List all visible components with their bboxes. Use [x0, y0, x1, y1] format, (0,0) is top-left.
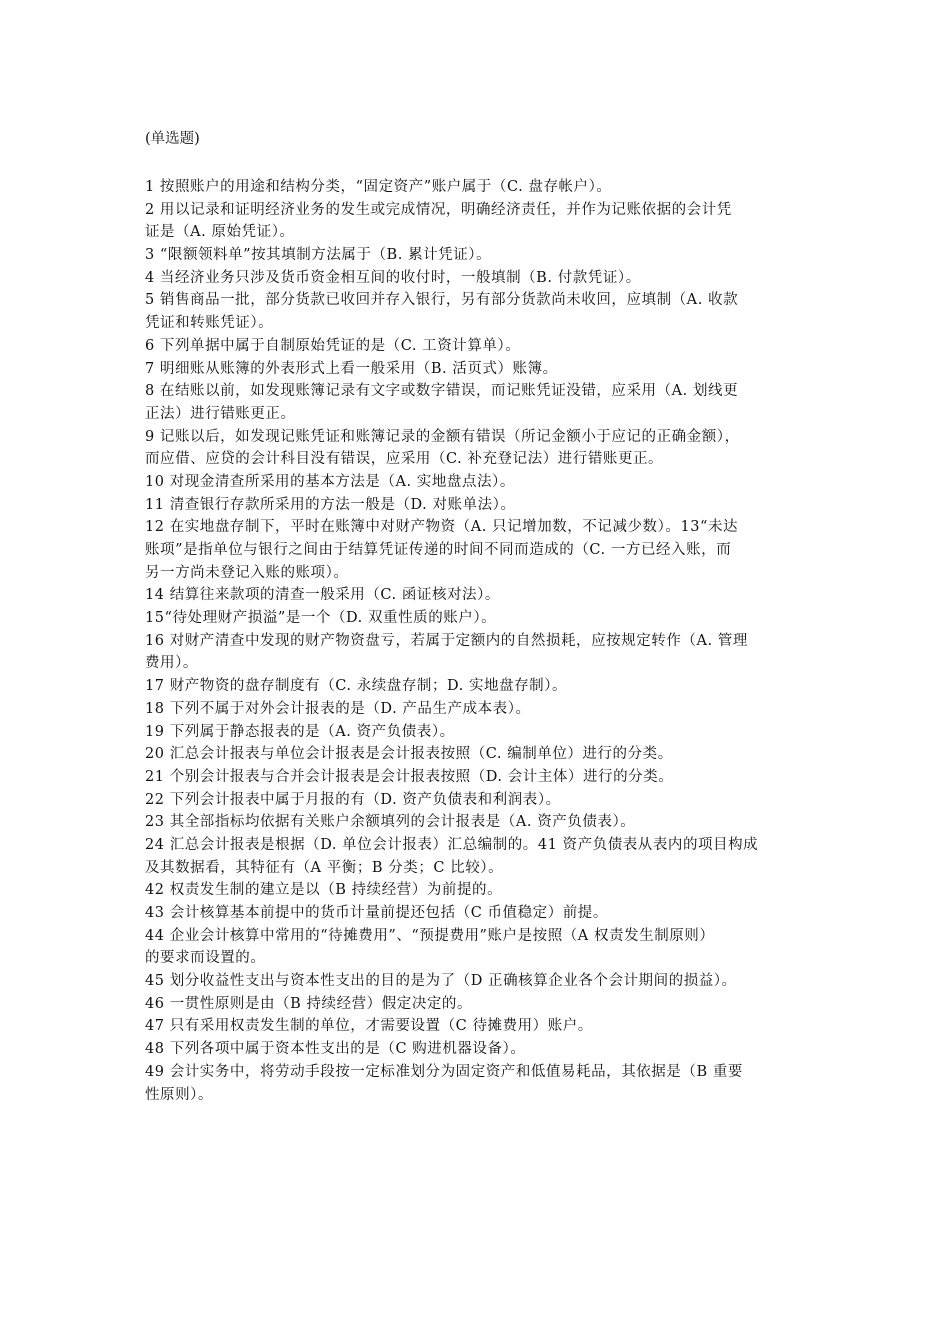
- question-line: 8 在结账以前，如发现账簿记录有文字或数字错误，而记账凭证没错，应采用（A. 划线更: [145, 383, 739, 400]
- question-line: 11 清查银行存款所采用的方法一般是（D. 对账单法）。: [145, 496, 516, 513]
- question-line: 14 结算往来款项的清查一般采用（C. 函证核对法）。: [145, 587, 500, 604]
- question-line: 而应借、应贷的会计科目没有错误，应采用（C. 补充登记法）进行错账更正。: [145, 451, 664, 468]
- question-list: [145, 176, 805, 1106]
- question-line: 46 一贯性原则是由（B 持续经营）假定决定的。: [145, 995, 473, 1012]
- question-line: 47 只有采用权责发生制的单位，才需要设置（C 待摊费用）账户。: [145, 1018, 593, 1035]
- question-line: 48 下列各项中属于资本性支出的是（C 购进机器设备）。: [145, 1041, 526, 1058]
- question-line: 9 记账以后，如发现记账凭证和账簿记录的金额有错误（所记金额小于应记的正确金额），: [145, 428, 740, 445]
- question-line: 正法）进行错账更正。: [145, 405, 296, 422]
- question-line: 15“待处理财产损溢”是一个（D. 双重性质的账户）。: [145, 610, 497, 627]
- question-line: 性原则）。: [145, 1086, 213, 1103]
- question-line: 44 企业会计核算中常用的“待摊费用”、“预提费用”账户是按照（A 权责发生制原则）: [145, 927, 715, 944]
- question-line: 7 明细账从账簿的外表形式上看一般采用（B. 活页式）账簿。: [145, 360, 558, 377]
- question-line: 10 对现金清查所采用的基本方法是（A. 实地盘点法）。: [145, 473, 515, 490]
- question-line: 6 下列单据中属于自制原始凭证的是（C. 工资计算单）。: [145, 337, 521, 354]
- question-line: 5 销售商品一批，部分货款已收回并存入银行，另有部分货款尚未收回，应填制（A. 收款: [145, 292, 739, 309]
- question-line: 4 当经济业务只涉及货币资金相互间的收付时，一般填制（B. 付款凭证）。: [145, 269, 641, 286]
- question-line: 17 财产物资的盘存制度有（C. 永续盘存制；D. 实地盘存制）。: [145, 678, 568, 695]
- question-line: 的要求而设置的。: [145, 950, 266, 967]
- question-line: 12 在实地盘存制下，平时在账簿中对财产物资（A. 只记增加数，不记减少数）。13“未达: [145, 519, 739, 536]
- question-line: 另一方尚未登记入账的账项）。: [145, 564, 349, 581]
- question-line: 22 下列会计报表中属于月报的有（D. 资产负债表和利润表）。: [145, 791, 561, 808]
- question-line: 18 下列不属于对外会计报表的是（D. 产品生产成本表）。: [145, 700, 531, 717]
- question-line: 2 用以记录和证明经济业务的发生或完成情况，明确经济责任，并作为记账依据的会计凭: [145, 201, 732, 218]
- question-line: 凭证和转账凭证）。: [145, 315, 274, 332]
- question-line: 23 其全部指标均依据有关账户余额填列的会计报表是（A. 资产负债表）。: [145, 814, 636, 831]
- question-line: 20 汇总会计报表与单位会计报表是会计报表按照（C. 编制单位）进行的分类。: [145, 746, 673, 763]
- question-line: 及其数据看，其特征有（A 平衡；B 分类；C 比较）。: [145, 859, 504, 876]
- question-line: 证是（A. 原始凭证）。: [145, 224, 295, 241]
- question-line: 账项”是指单位与银行之间由于结算凭证传递的时间不同而造成的（C. 一方已经入账，而: [145, 542, 732, 558]
- question-line: 42 权责发生制的建立是以（B 持续经营）为前提的。: [145, 882, 503, 899]
- question-line: 21 个别会计报表与合并会计报表是会计报表按照（D. 会计主体）进行的分类。: [145, 768, 674, 785]
- question-line: 16 对财产清查中发现的财产物资盘亏，若属于定额内的自然损耗，应按规定转作（A. 管理: [145, 632, 748, 649]
- question-line: 49 会计实务中，将劳动手段按一定标准划分为固定资产和低值易耗品，其依据是（B 重要: [145, 1063, 743, 1080]
- question-line: 费用）。: [145, 655, 198, 672]
- question-line: 3 “限额领料单”按其填制方法属于（B. 累计凭证）。: [145, 247, 492, 264]
- question-line: 45 划分收益性支出与资本性支出的目的是为了（D 正确核算企业各个会计期间的损益）。: [145, 973, 737, 990]
- question-line: 24 汇总会计报表是根据（D. 单位会计报表）汇总编制的。41 资产负债表从表内的项目构成: [145, 836, 759, 853]
- question-line: 1 按照账户的用途和结构分类，“固定资产”账户属于（C. 盘存帐户）。: [145, 179, 612, 195]
- question-line: 19 下列属于静态报表的是（A. 资产负债表）。: [145, 723, 455, 740]
- question-line: 43 会计核算基本前提中的货币计量前提还包括（C 币值稳定）前提。: [145, 905, 608, 921]
- section-heading: (单选题): [145, 131, 200, 147]
